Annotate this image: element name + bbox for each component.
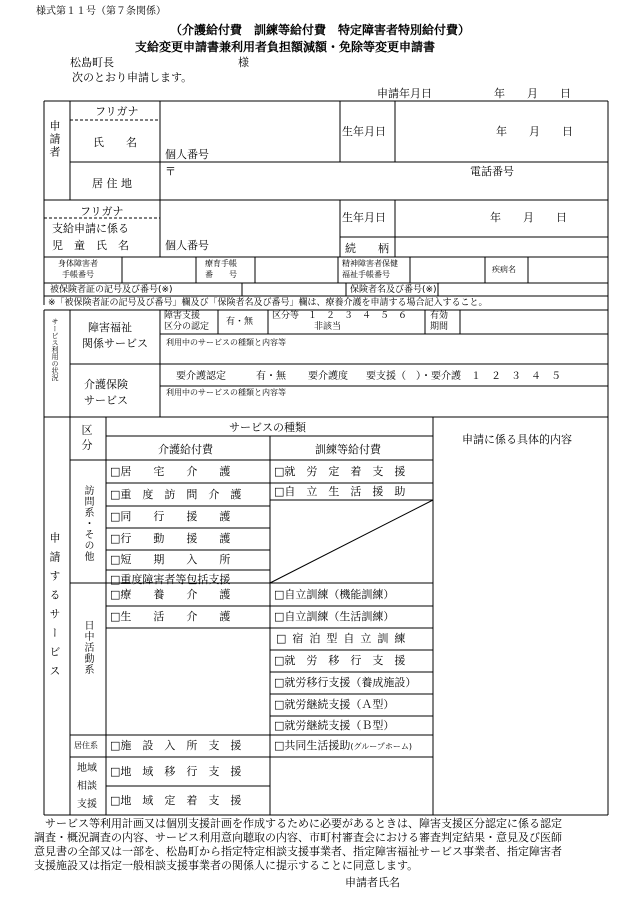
care-support-options: 要支援（ ）・要介護 １ ２ ３ ４ ５	[366, 371, 561, 382]
check-chiiki-teichaku[interactable]: □地 域 定 着 支 援	[110, 794, 242, 807]
form-title-2: 支給変更申請書兼利用者負担額減額・免除等変更申請書	[135, 40, 436, 54]
check-shuro-teichaku[interactable]: □就 労 定 着 支 援	[274, 465, 406, 478]
signer-label: 申請者氏名	[345, 876, 400, 889]
child-birth-label: 生年月日	[342, 211, 386, 224]
ryoiku-label-1: 療育手帳	[205, 259, 237, 268]
check-chiiki-iko[interactable]: □地 域 移 行 支 援	[110, 765, 242, 778]
nongrade-label: 非該当	[314, 322, 342, 332]
group-home-sub: (グループホーム)	[350, 742, 413, 751]
check-kodo[interactable]: □行 動 援 護	[110, 532, 231, 545]
check-seikatsu[interactable]: □生 活 介 護	[110, 610, 231, 623]
care-level-label: 要介護度	[308, 371, 348, 382]
welfare-current-label: 利用中のサービスの種類と内容等	[166, 338, 286, 347]
address-label: 居 住 地	[92, 177, 132, 190]
ids-note: ※「被保険者証の記号及び番号」欄及び「保険者名及び番号」欄は、療養介護を申請する場合記入すること。	[48, 298, 488, 308]
kunren-header: 訓練等給付費	[315, 443, 381, 456]
kubun-label: 区分	[80, 424, 93, 454]
group-home-label: □共同生活援助	[274, 739, 351, 752]
disease-label: 疾病名	[492, 265, 516, 274]
check-doko[interactable]: □同 行 援 護	[110, 510, 231, 523]
applicant-furigana-label: フリガナ	[95, 105, 139, 118]
valid-label-1: 有効	[430, 311, 449, 321]
cert-label-2: 区分の認定	[164, 322, 210, 332]
form-number: 様式第１１号（第７条関係）	[36, 6, 166, 17]
check-group-home[interactable]	[274, 740, 412, 751]
detail-header: 申請に係る具体的内容	[462, 433, 572, 446]
child-birth-ymd: 年 月 日	[490, 211, 567, 224]
intro-text: 次のとおり申請します。	[72, 71, 193, 84]
grade-options: 区分等 １ ２ ３ ４ ５ ６	[272, 311, 408, 321]
form-title-1: （介護給付費 訓練等給付費 特定障害者特別給付費）	[170, 23, 471, 37]
postal-mark: 〒	[165, 165, 176, 178]
child-furigana-label: フリガナ	[80, 205, 124, 218]
mayor-label: 松島町長	[70, 56, 114, 69]
applicant-section-label: 申請者	[48, 120, 61, 159]
consent-line-1: サービス等利用計画又は個別支援計画を作成するために必要があるときは、障害支援区分認定に係る認定	[34, 817, 562, 830]
check-seikatsu-kunren[interactable]: □自立訓練（生活訓練）	[274, 610, 395, 623]
care-current-label: 利用中のサービスの種類と内容等	[166, 388, 286, 397]
valid-label-2: 期間	[430, 322, 449, 332]
kaigo-header: 介護給付費	[158, 443, 213, 456]
check-judo-homon[interactable]: □重 度 訪 問 介 護	[110, 488, 242, 501]
ryoiku-label-2: 番 号	[205, 270, 237, 279]
applicant-birth-label: 生年月日	[342, 125, 386, 138]
care-yesno: 有・無	[256, 371, 286, 382]
welfare-label-2: 関係サービス	[82, 337, 148, 350]
category-residence: 居住系	[74, 741, 98, 750]
consent-line-3: 意見書の全部又は一部を、松島町から指定特定相談支援事業者、指定障害福祉サービス事業者、指定障害者	[34, 845, 562, 858]
check-keizoku-a[interactable]: □就労継続支援（Ａ型）	[274, 698, 395, 711]
category-community-1: 地域	[77, 763, 97, 774]
check-jiritsu-seikatsu[interactable]: □自 立 生 活 援 助	[274, 485, 406, 498]
usage-section-label: サービス利用の状況	[51, 318, 59, 381]
service-type-label: サービスの種類	[229, 421, 306, 434]
date-label: 申請年月日	[377, 87, 432, 100]
category-visit: 訪問系・その他	[82, 485, 93, 562]
check-kyotaku[interactable]: □居 宅 介 護	[110, 465, 231, 478]
services-section-label: 申請するサービス	[48, 532, 61, 684]
check-tanki[interactable]: □短 期 入 所	[110, 553, 231, 566]
applicant-birth-ymd: 年 月 日	[496, 125, 573, 138]
category-daytime: 日中活動系	[82, 620, 93, 675]
carecert-label: 要介護認定	[176, 371, 226, 382]
child-label-1: 支給申請に係る	[52, 222, 129, 235]
cert-label-1: 障害支援	[164, 311, 201, 321]
applicant-mynumber-label: 個人番号	[165, 148, 209, 161]
care-label-2: サービス	[84, 394, 128, 407]
check-shukuhaku[interactable]: □宿泊型自立訓練	[276, 632, 412, 645]
check-keizoku-b[interactable]: □就労継続支援（Ｂ型）	[274, 719, 395, 732]
physical-label-1: 身体障害者	[58, 259, 98, 268]
insured-label: 被保険者証の記号及び番号(※)	[50, 285, 173, 295]
applicant-name-label: 氏 名	[93, 136, 137, 149]
check-kino-kunren[interactable]: □自立訓練（機能訓練）	[274, 588, 395, 601]
care-label-1: 介護保険	[84, 378, 128, 391]
sama-label: 様	[238, 56, 249, 69]
check-ryoyo[interactable]: □療 養 介 護	[110, 588, 231, 601]
category-community-3: 支援	[77, 799, 97, 810]
check-shisetsu[interactable]: □施 設 入 所 支 援	[110, 739, 242, 752]
category-community-2: 相談	[77, 781, 97, 792]
mental-label-2: 福祉手帳番号	[342, 270, 390, 279]
welfare-label-1: 障害福祉	[88, 321, 132, 334]
cert-yesno: 有・無	[226, 317, 254, 327]
check-shuro-iko-yosei[interactable]: □就労移行支援（養成施設）	[274, 676, 417, 689]
child-relation-label: 続 柄	[345, 242, 389, 255]
consent-line-2: 調査・概況調査の内容、サービス利用意向聴取の内容、市町村審査会における審査判定結果・意見及び医師	[34, 831, 562, 844]
insurer-label: 保険者名及び番号(※)	[350, 285, 437, 295]
child-mynumber-label: 個人番号	[165, 239, 209, 252]
mental-label-1: 精神障害者保健	[342, 259, 398, 268]
physical-label-2: 手帳番号	[62, 270, 94, 279]
check-hokatsu[interactable]: □重度障害者等包括支援	[110, 573, 231, 586]
consent-line-4: 支援施設又は指定一般相談支援事業者の関係人に提示することに同意します。	[34, 859, 419, 872]
child-label-2: 児 童 氏 名	[52, 239, 129, 252]
check-shuro-iko[interactable]: □就 労 移 行 支 援	[274, 654, 406, 667]
date-ymd: 年 月 日	[494, 87, 571, 100]
phone-label: 電話番号	[470, 165, 514, 178]
